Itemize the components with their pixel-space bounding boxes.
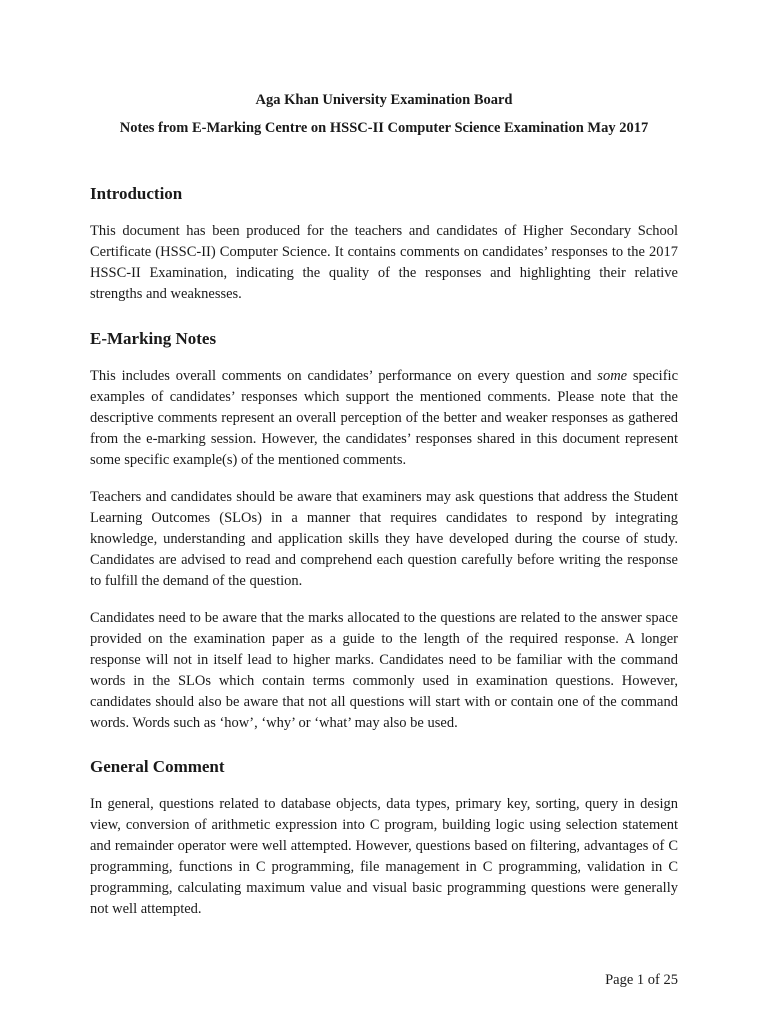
board-title: Aga Khan University Examination Board <box>255 92 513 108</box>
page-number: Page 1 of 25 <box>605 972 678 988</box>
emarking-p1-text-start: This includes overall comments on candidates’ performance on every question and <box>90 368 598 384</box>
introduction-paragraph: This document has been produced for the teachers and candidates of Higher Secondary School Certificate (HSSC-II) Computer Science. It contains comments on candidates’ responses to the 2017 HSSC-II Examination, indicating the quality of the responses and highlighting their relative strengths and weaknesses. <box>90 223 678 302</box>
section-heading-general-comment: General Comment <box>90 757 225 776</box>
section-heading-emarking-notes: E-Marking Notes <box>90 329 217 348</box>
emarking-p1-emphasis: some <box>597 368 628 384</box>
emarking-paragraph-1 <box>90 366 678 471</box>
emarking-paragraph-2: Teachers and candidates should be aware that examiners may ask questions that address the Student Learning Outcomes (SLOs) in a manner that requires candidates to respond by integrating knowledge, understanding and application skills they have developed during the course of study. Candidates are advised to read and comprehend each question carefully before writing the response to fulfill the demand of the question. <box>90 489 678 589</box>
emarking-p1-text-end: specific examples of candidates’ responses which support the mentioned comments. Please note that the descriptive comments represent an overall perception of the better and weaker responses as gathered from the e-marking session. However, the candidates’ responses shared in this document represent some specific example(s) of the mentioned comments. <box>90 368 678 468</box>
document-subtitle: Notes from E-Marking Centre on HSSC-II Computer Science Examination May 2017 <box>119 120 649 136</box>
emarking-paragraph-3: Candidates need to be aware that the marks allocated to the questions are related to the answer space provided on the examination paper as a guide to the length of the required response. A longer response will not in itself lead to higher marks. Candidates need to be familiar with the command words in the SLOs which contain terms commonly used in examination questions. However, candidates should also be aware that not all questions will start with or contain one of the command words. Words such as ‘how’, ‘why’ or ‘what’ may also be used. <box>90 610 678 731</box>
general-comment-paragraph: In general, questions related to database objects, data types, primary key, sorting, query in design view, conversion of arithmetic expression into C program, building logic using selection statement and remainder operator were well attempted. However, questions based on filtering, advantages of C programming, functions in C programming, file management in C programming, validation in C programming, calculating maximum value and visual basic programming questions were generally not well attempted. <box>90 796 678 917</box>
section-heading-introduction: Introduction <box>90 184 183 203</box>
document-header <box>90 90 678 138</box>
